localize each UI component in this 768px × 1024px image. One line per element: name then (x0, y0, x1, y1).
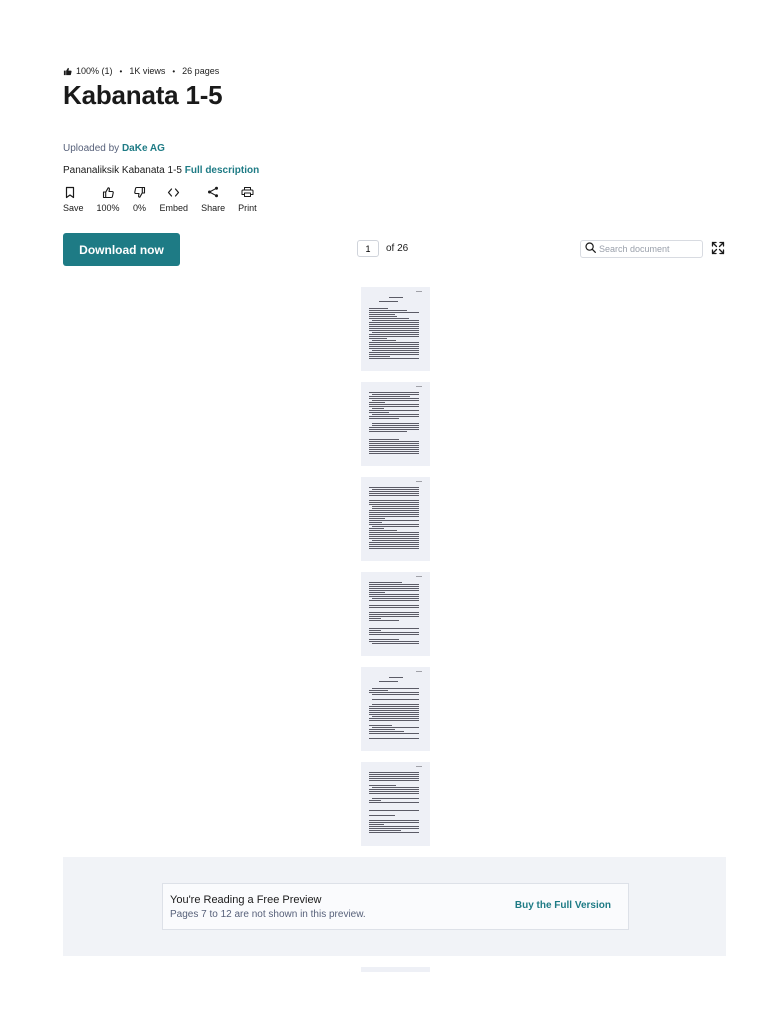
preview-subtitle: Pages 7 to 12 are not shown in this preview. (170, 909, 366, 920)
thumbnail-heading-line (389, 297, 403, 298)
full-description-link[interactable]: Full description (184, 165, 260, 176)
thumbnail-text-line (369, 612, 419, 613)
save-button[interactable] (63, 185, 84, 213)
downvote-label: 0% (133, 203, 147, 213)
embed-label: Embed (159, 203, 189, 213)
thumbnail-text-line (369, 312, 419, 313)
thumbnail-text-line (369, 518, 385, 519)
thumbnail-text-line (369, 536, 419, 537)
thumbnail-text-line (369, 396, 410, 397)
page-thumbnail-list (361, 287, 430, 857)
thumbnail-text-line (372, 716, 419, 717)
search-icon (585, 240, 596, 258)
thumbnail-text-line (369, 800, 381, 801)
thumbnail-text-line (369, 410, 419, 411)
save-label: Save (63, 203, 84, 213)
thumbnail-text-line (369, 733, 419, 734)
thumbnail-text-line (369, 776, 419, 777)
page-thumbnail[interactable] (361, 572, 430, 656)
thumbnail-text-line (369, 592, 385, 593)
thumbnail-text-line (372, 423, 419, 424)
thumbnail-text-line (369, 453, 419, 454)
thumbnail-text-line (369, 510, 419, 511)
thumbnail-text-line (369, 778, 419, 779)
thumbnail-text-line (369, 427, 419, 428)
thumbnail-text-line (369, 710, 419, 711)
thumbnail-text-line (372, 694, 419, 695)
thumbnail-text-line (372, 332, 419, 333)
thumbnail-text-line (369, 322, 419, 323)
thumbnail-text-line (369, 314, 395, 315)
thumbnail-text-line (369, 639, 399, 640)
thumbnail-text-line (372, 506, 419, 507)
download-now-button[interactable]: Download now (63, 233, 180, 266)
uploader-line (63, 143, 165, 154)
thumbnail-text-line (369, 616, 419, 617)
thumbnail-text-line (369, 544, 419, 545)
thumbnail-text-line (369, 418, 399, 419)
thumbnail-text-line (369, 810, 419, 811)
thumbnail-text-line (369, 352, 419, 353)
page-thumbnail[interactable] (361, 477, 430, 561)
thumbnail-text-line (369, 493, 419, 494)
thumbnail-text-line (369, 500, 419, 501)
thumbnail-text-line (369, 318, 409, 319)
description-line (63, 165, 259, 176)
thumbnail-text-line (369, 632, 419, 633)
thumbnail-text-line (372, 350, 419, 351)
page-navigator (357, 240, 408, 257)
page-thumbnail[interactable] (361, 762, 430, 846)
thumbnail-text-line (369, 542, 419, 543)
preview-banner-section (63, 857, 726, 956)
thumbnail-heading-line (389, 677, 403, 678)
views-text: 1K views (129, 66, 166, 76)
thumbnail-text-line (372, 414, 419, 415)
thumbnail-text-line (372, 798, 419, 799)
free-preview-notice (162, 883, 629, 930)
thumbnail-text-line (369, 334, 419, 335)
thumbnail-text-line (369, 354, 419, 355)
thumbnail-text-line (369, 729, 395, 730)
thumbnail-heading-line (379, 301, 398, 302)
thumbnail-text-line (369, 586, 419, 587)
thumbnail-text-line (372, 320, 419, 321)
thumbnail-text-line (369, 402, 385, 403)
thumbnail-text-line (369, 793, 419, 794)
thumbs-down-icon (133, 185, 147, 199)
thumbnail-page-number (416, 481, 422, 482)
thumbnail-text-line (369, 774, 419, 775)
thumbnail-text-line (369, 692, 419, 693)
thumbnail-text-line (369, 316, 397, 317)
thumbnail-text-line (369, 324, 419, 325)
separator-dot: • (119, 66, 123, 76)
rating-text: 100% (1) (76, 66, 113, 76)
thumbnail-text-line (372, 508, 419, 509)
thumbnail-text-line (369, 326, 419, 327)
description-text: Pananaliksik Kabanata 1-5 (63, 165, 182, 176)
thumbnail-text-line (369, 600, 419, 601)
thumbnail-text-line (369, 310, 407, 311)
fullscreen-icon[interactable] (711, 241, 725, 255)
thumbnail-text-line (372, 340, 396, 341)
thumbnail-text-line (369, 346, 419, 347)
thumbnail-text-line (372, 704, 419, 705)
thumbnail-text-line (369, 338, 387, 339)
thumbnail-text-line (369, 412, 389, 413)
thumbnail-text-line (372, 489, 419, 490)
thumbnail-text-line (369, 714, 419, 715)
thumbnail-text-line (369, 708, 419, 709)
thumbnail-text-line (369, 584, 419, 585)
thumbnail-text-line (369, 828, 419, 829)
page-thumbnail[interactable] (361, 287, 430, 371)
thumbnail-text-line (372, 787, 419, 788)
thumbnail-text-line (369, 532, 419, 533)
thumbnail-text-line (369, 530, 397, 531)
thumbnail-text-line (369, 514, 419, 515)
preview-title: You're Reading a Free Preview (170, 894, 322, 906)
thumbnail-text-line (369, 404, 419, 405)
thumbnail-text-line (372, 688, 419, 689)
print-icon (240, 185, 254, 199)
thumbnail-text-line (369, 725, 392, 726)
thumbs-up-icon (63, 67, 72, 76)
thumbnail-text-line (369, 487, 419, 488)
upvote-label: 100% (96, 203, 120, 213)
thumbnail-text-line (372, 727, 419, 728)
thumbnail-text-line (369, 512, 419, 513)
print-label: Print (238, 203, 257, 213)
thumbnail-text-line (369, 502, 419, 503)
thumbnail-text-line (369, 538, 419, 539)
thumbnail-page-number (416, 766, 422, 767)
thumbnail-text-line (369, 398, 419, 399)
thumbnail-text-line (369, 308, 388, 309)
thumbnail-text-line (369, 416, 419, 417)
thumbnail-text-line (369, 738, 419, 739)
thumbnail-text-line (369, 449, 419, 450)
page-thumbnail[interactable] (361, 382, 430, 466)
thumbnail-heading-line (379, 681, 398, 682)
thumbnail-text-line (369, 822, 419, 823)
page-thumbnail[interactable] (361, 667, 430, 751)
thumbnail-text-line (369, 546, 419, 547)
embed-button[interactable] (160, 185, 189, 213)
thumbnail-text-line (369, 820, 419, 821)
total-pages-label: of 26 (386, 243, 409, 254)
thumbnail-text-line (369, 441, 419, 442)
share-label: Share (201, 203, 226, 213)
thumbnail-text-line (369, 491, 419, 492)
thumbnail-text-line (369, 630, 381, 631)
thumbnail-text-line (369, 628, 419, 629)
thumbnail-text-line (369, 618, 381, 619)
thumbnail-text-line (369, 348, 419, 349)
thumbnail-text-line (369, 712, 419, 713)
thumbnail-text-line (369, 605, 419, 606)
thumbnail-text-line (369, 429, 419, 430)
thumbnail-text-line (369, 791, 419, 792)
thumbnail-text-line (369, 718, 419, 719)
thumbnail-text-line (369, 590, 419, 591)
buy-full-version-link[interactable]: Buy the Full Version (514, 900, 611, 911)
thumbnail-text-line (369, 614, 419, 615)
thumbnail-text-line (369, 815, 395, 816)
thumbnail-text-line (369, 344, 419, 345)
thumbnail-text-line (369, 720, 419, 721)
document-title: Kabanata 1-5 (63, 80, 223, 110)
share-icon (206, 185, 220, 199)
document-search[interactable] (580, 240, 703, 258)
thumbnail-text-line (369, 780, 419, 781)
page-count-text: 26 pages (182, 66, 220, 76)
thumbnail-text-line (372, 643, 419, 644)
bookmark-icon (63, 185, 77, 199)
thumbnail-text-line (369, 634, 419, 635)
thumbnail-page-number (416, 576, 422, 577)
thumbnail-text-line (369, 328, 419, 329)
thumbnail-text-line (369, 772, 419, 773)
thumbnail-text-line (372, 394, 419, 395)
thumbnail-text-line (369, 690, 388, 691)
thumbnail-text-line (369, 431, 407, 432)
downvote-button[interactable] (133, 185, 147, 213)
thumbnail-text-line (369, 330, 419, 331)
thumbs-up-icon (101, 185, 115, 199)
thumbnail-text-line (369, 802, 419, 803)
print-button[interactable] (238, 185, 257, 213)
thumbnail-text-line (369, 528, 384, 529)
thumbnail-text-line (369, 607, 419, 608)
thumbnail-text-line (369, 356, 390, 357)
page-thumbnail-partial (361, 967, 430, 972)
thumbnail-text-line (369, 406, 419, 407)
thumbnail-text-line (369, 439, 399, 440)
thumbnail-text-line (369, 336, 419, 337)
thumbnail-text-line (369, 731, 404, 732)
thumbnail-page-number (416, 671, 422, 672)
uploader-link[interactable]: DaKe AG (121, 143, 165, 154)
thumbnail-text-line (369, 447, 419, 448)
thumbnail-text-line (372, 598, 419, 599)
thumbnail-text-line (369, 504, 419, 505)
page-number-input[interactable] (357, 240, 379, 257)
thumbnail-text-line (369, 516, 419, 517)
thumbnail-text-line (369, 706, 419, 707)
thumbnail-text-line (369, 534, 419, 535)
thumbnail-text-line (369, 495, 419, 496)
thumbnail-text-line (369, 594, 419, 595)
thumbnail-text-line (372, 699, 419, 700)
thumbnail-text-line (369, 824, 384, 825)
search-input[interactable] (599, 244, 699, 254)
action-bar (63, 185, 270, 213)
thumbnail-page-number (416, 291, 422, 292)
thumbnail-text-line (372, 540, 419, 541)
thumbnail-text-line (369, 826, 419, 827)
thumbnail-text-line (372, 526, 419, 527)
thumbnail-text-line (372, 400, 419, 401)
thumbnail-text-line (372, 408, 384, 409)
thumbnail-text-line (369, 451, 419, 452)
thumbnail-text-line (369, 524, 419, 525)
thumbnail-text-line (369, 641, 419, 642)
thumbnail-text-line (372, 425, 419, 426)
thumbnail-text-line (369, 522, 382, 523)
thumbnail-text-line (369, 785, 396, 786)
document-stats (63, 66, 219, 76)
thumbnail-text-line (369, 620, 399, 621)
thumbnail-text-line (369, 443, 419, 444)
thumbnail-text-line (369, 582, 402, 583)
upvote-button[interactable] (97, 185, 120, 213)
thumbnail-text-line (369, 588, 419, 589)
thumbnail-text-line (369, 358, 419, 359)
thumbnail-text-line (369, 342, 419, 343)
thumbnail-text-line (369, 392, 419, 393)
thumbnail-page-number (416, 386, 422, 387)
thumbnail-text-line (369, 520, 419, 521)
thumbnail-text-line (369, 596, 419, 597)
code-icon (167, 185, 181, 199)
thumbnail-text-line (369, 830, 401, 831)
separator-dot: • (172, 66, 176, 76)
share-button[interactable] (201, 185, 225, 213)
thumbnail-text-line (369, 445, 419, 446)
thumbnail-text-line (369, 548, 419, 549)
thumbnail-text-line (369, 789, 419, 790)
uploaded-by-label: Uploaded by (63, 143, 120, 154)
thumbnail-text-line (369, 832, 419, 833)
